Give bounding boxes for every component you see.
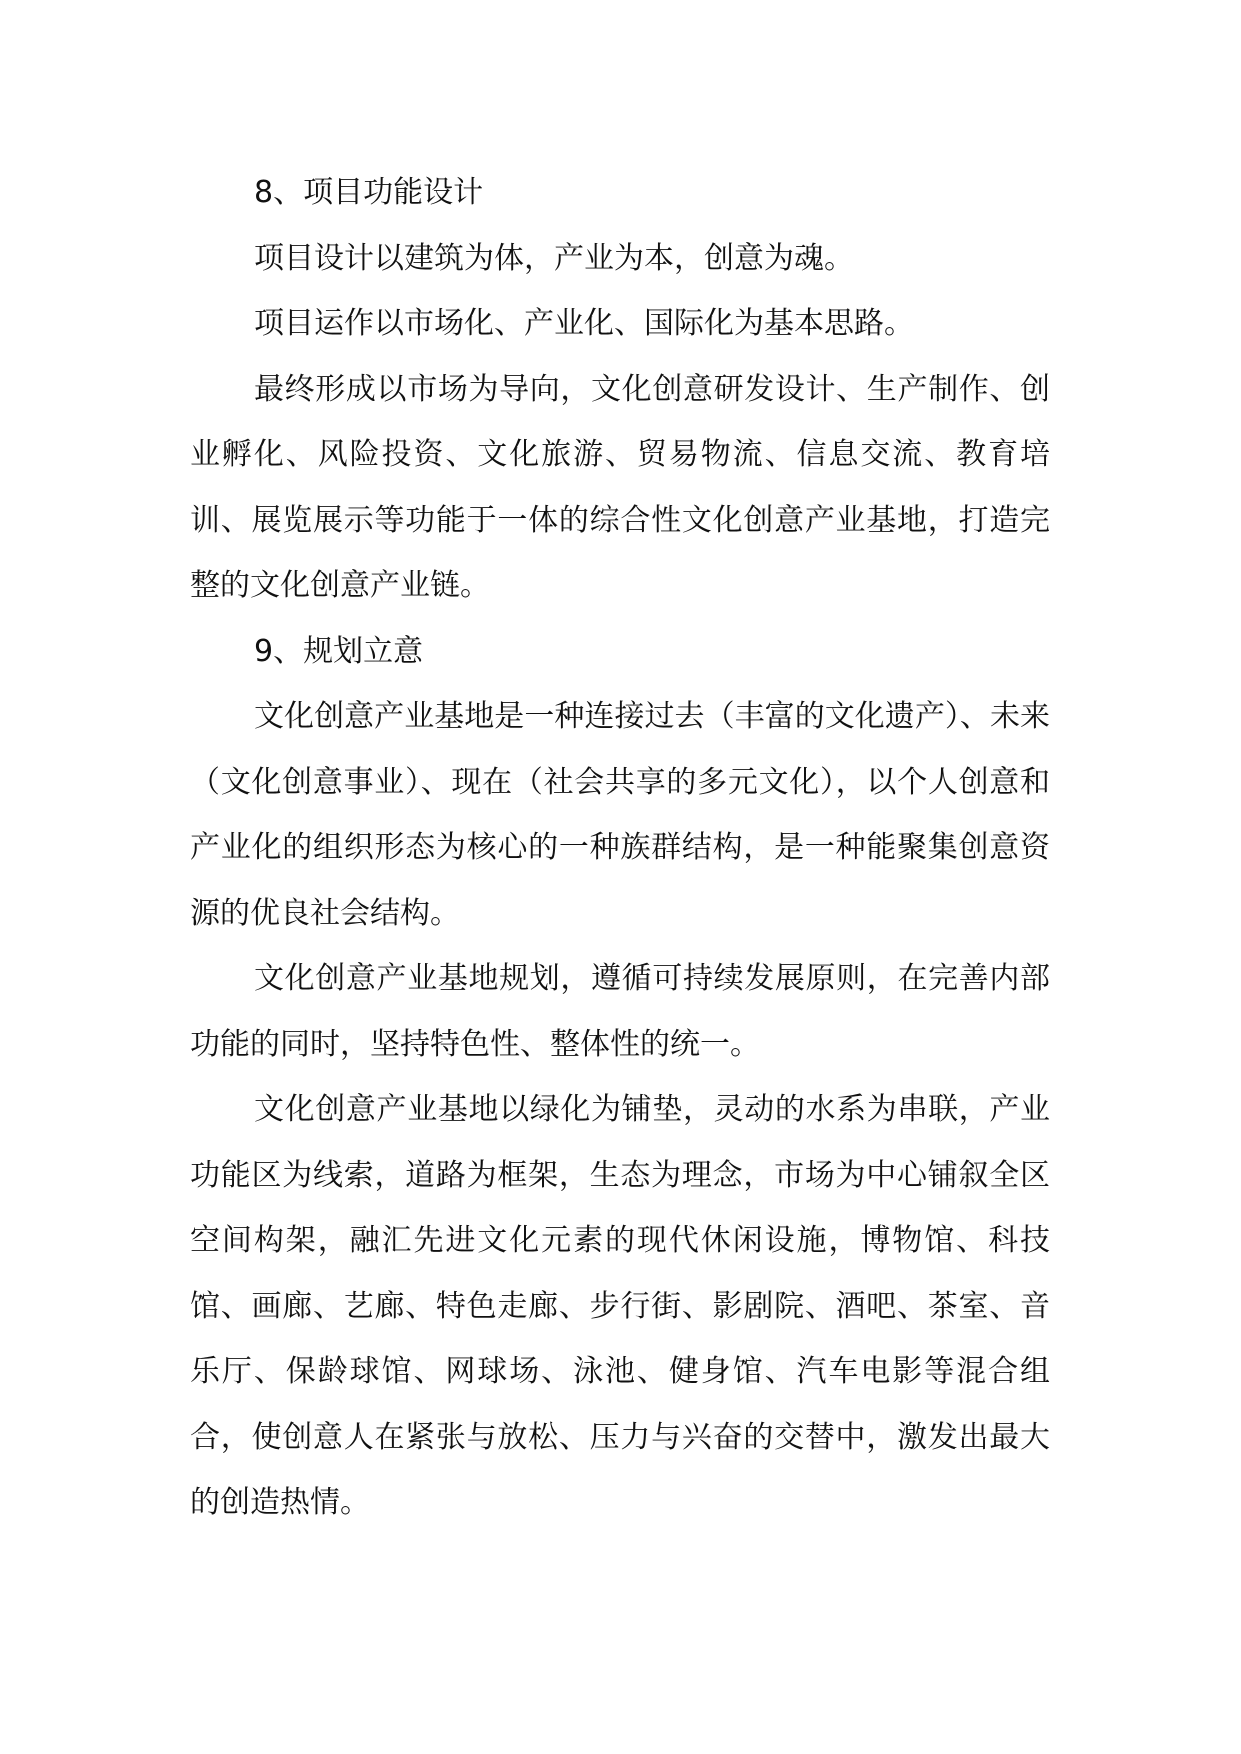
section-9-paragraph-2: 文化创意产业基地规划，遵循可持续发展原则，在完善内部功能的同时，坚持特色性、整体性的统一。 [190,961,1050,1062]
section-8-paragraph-1: 项目设计以建筑为体，产业为本，创意为魂。 [254,240,854,276]
section-8-heading: 8、项目功能设计 [254,175,484,210]
section-9-heading: 9、规划立意 [254,633,424,669]
document-page [190,160,1050,1536]
section-8-paragraph-3: 最终形成以市场为导向，文化创意研发设计、生产制作、创业孵化、风险投资、文化旅游、贸易物流、信息交流、教育培训、展览展示等功能于一体的综合性文化创意产业基地，打造完整的文化创意产业链。 [190,371,1050,603]
section-9-paragraph-1: 文化创意产业基地是一种连接过去（丰富的文化遗产）、未来（文化创意事业）、现在（社会共享的多元文化），以个人创意和产业化的组织形态为核心的一种族群结构，是一种能聚集创意资源的优良社会结构。 [190,699,1050,931]
section-8-paragraph-2: 项目运作以市场化、产业化、国际化为基本思路。 [254,306,914,341]
section-9-paragraph-3: 文化创意产业基地以绿化为铺垫，灵动的水系为串联，产业功能区为线索，道路为框架，生态为理念，市场为中心铺叙全区空间构架，融汇先进文化元素的现代休闲设施，博物馆、科技馆、画廊、艺廊、特色走廊、步行街、影剧院、酒吧、茶室、音乐厅、保龄球馆、网球场、泳池、健身馆、汽车电影等混合组合，使创意人在紧张与放松、压力与兴奋的交替中，激发出最大的创造热情。 [190,1092,1050,1520]
